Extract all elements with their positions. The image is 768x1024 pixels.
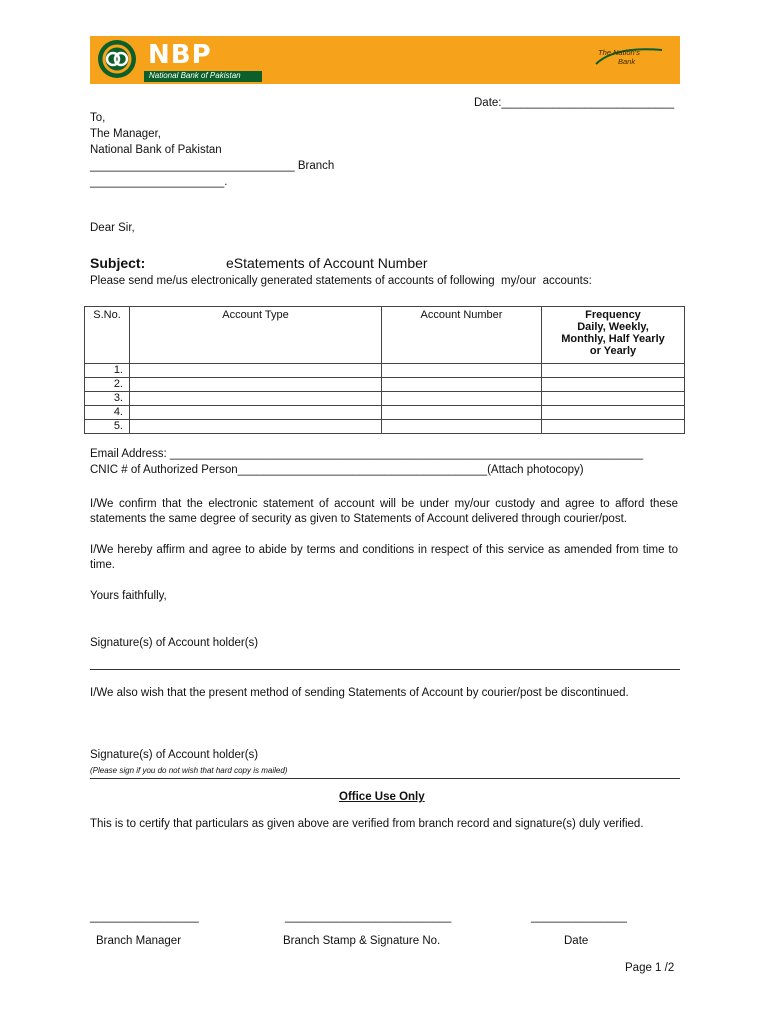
signature-label-2: Signature(s) of Account holder(s) — [90, 749, 259, 761]
account-number-cell[interactable] — [382, 378, 542, 392]
header-sno: S.No. — [85, 307, 130, 364]
table-row — [85, 406, 685, 420]
branch-manager-signature-line: _________________ — [90, 911, 199, 923]
manager-line: The Manager, — [90, 128, 161, 140]
account-type-cell[interactable] — [130, 364, 382, 378]
to-line: To, — [90, 112, 106, 124]
confirm-paragraph: I/We confirm that the electronic statement of account will be under my/our custody and agree to afford these statements the same degree of security as given to Statements of Account delivered through courier/post. — [90, 498, 678, 525]
closing: Yours faithfully, — [90, 590, 167, 602]
frequency-cell[interactable] — [542, 364, 685, 378]
table-header-row — [85, 307, 685, 364]
office-use-title: Office Use Only — [339, 791, 425, 803]
frequency-cell[interactable] — [542, 420, 685, 434]
table-row — [85, 378, 685, 392]
request-text: Please send me/us electronically generated statements of accounts of following my/our accounts: — [90, 275, 592, 287]
tagline-line-1: The Nation's — [598, 48, 640, 57]
tagline-line-2: Bank — [618, 57, 636, 66]
row-number: 3. — [85, 392, 130, 406]
row-number: 1. — [85, 364, 130, 378]
email-field[interactable]: Email Address: __________________________________________________________________________ — [90, 448, 644, 460]
affirm-paragraph: I/We hereby affirm and agree to abide by terms and conditions in respect of this service as amended from time to time. — [90, 544, 678, 571]
accounts-table — [84, 306, 685, 434]
table-row — [85, 392, 685, 406]
divider — [90, 669, 680, 670]
logo-text: NBP — [148, 40, 212, 70]
frequency-cell[interactable] — [542, 392, 685, 406]
stamp-signature-line: __________________________ — [285, 911, 452, 923]
account-type-cell[interactable] — [130, 392, 382, 406]
date-signature-line: _______________ — [531, 911, 627, 923]
account-number-cell[interactable] — [382, 392, 542, 406]
greeting: Dear Sir, — [90, 222, 135, 234]
signature-note: (Please sign if you do not wish that hard copy is mailed) — [90, 766, 288, 775]
date-label: Date — [564, 935, 589, 947]
table-row — [85, 364, 685, 378]
row-number: 5. — [85, 420, 130, 434]
discontinue-paragraph: I/We also wish that the present method of sending Statements of Account by courier/post be discontinued. — [90, 687, 629, 699]
row-number: 2. — [85, 378, 130, 392]
bank-line: National Bank of Pakistan — [90, 144, 222, 156]
header-account-type: Account Type — [130, 307, 382, 364]
header-frequency — [542, 307, 685, 364]
subject-text: eStatements of Account Number — [226, 255, 428, 271]
account-number-cell[interactable] — [382, 420, 542, 434]
frequency-option-3: or Yearly — [589, 345, 637, 357]
table-row — [85, 420, 685, 434]
frequency-cell[interactable] — [542, 378, 685, 392]
nbp-logo-icon — [96, 38, 138, 80]
stamp-signature-label: Branch Stamp & Signature No. — [283, 935, 441, 947]
frequency-option-2: Monthly, Half Yearly — [561, 333, 665, 345]
account-type-cell[interactable] — [130, 420, 382, 434]
frequency-option-1: Daily, Weekly, — [577, 321, 649, 333]
frequency-cell[interactable] — [542, 406, 685, 420]
account-type-cell[interactable] — [130, 378, 382, 392]
tagline — [598, 48, 640, 66]
signature-label-1: Signature(s) of Account holder(s) — [90, 637, 259, 649]
address-line: _____________________. — [90, 176, 228, 188]
date-line: Date:___________________________ — [474, 97, 675, 109]
branch-line: ________________________________ Branch — [90, 160, 335, 172]
account-number-cell[interactable] — [382, 406, 542, 420]
logo-subtitle: National Bank of Pakistan — [149, 71, 241, 80]
header-account-number: Account Number — [382, 307, 542, 364]
certify-paragraph: This is to certify that particulars as given above are verified from branch record and signature(s) duly verified. — [90, 818, 644, 830]
row-number: 4. — [85, 406, 130, 420]
subject-label: Subject: — [90, 255, 146, 271]
account-type-cell[interactable] — [130, 406, 382, 420]
frequency-title: Frequency — [585, 309, 641, 321]
page-number: Page 1 /2 — [625, 962, 675, 974]
divider — [90, 778, 680, 779]
cnic-field[interactable]: CNIC # of Authorized Person_______________________________________(Attach photocopy) — [90, 464, 584, 476]
branch-manager-label: Branch Manager — [96, 935, 182, 947]
account-number-cell[interactable] — [382, 364, 542, 378]
